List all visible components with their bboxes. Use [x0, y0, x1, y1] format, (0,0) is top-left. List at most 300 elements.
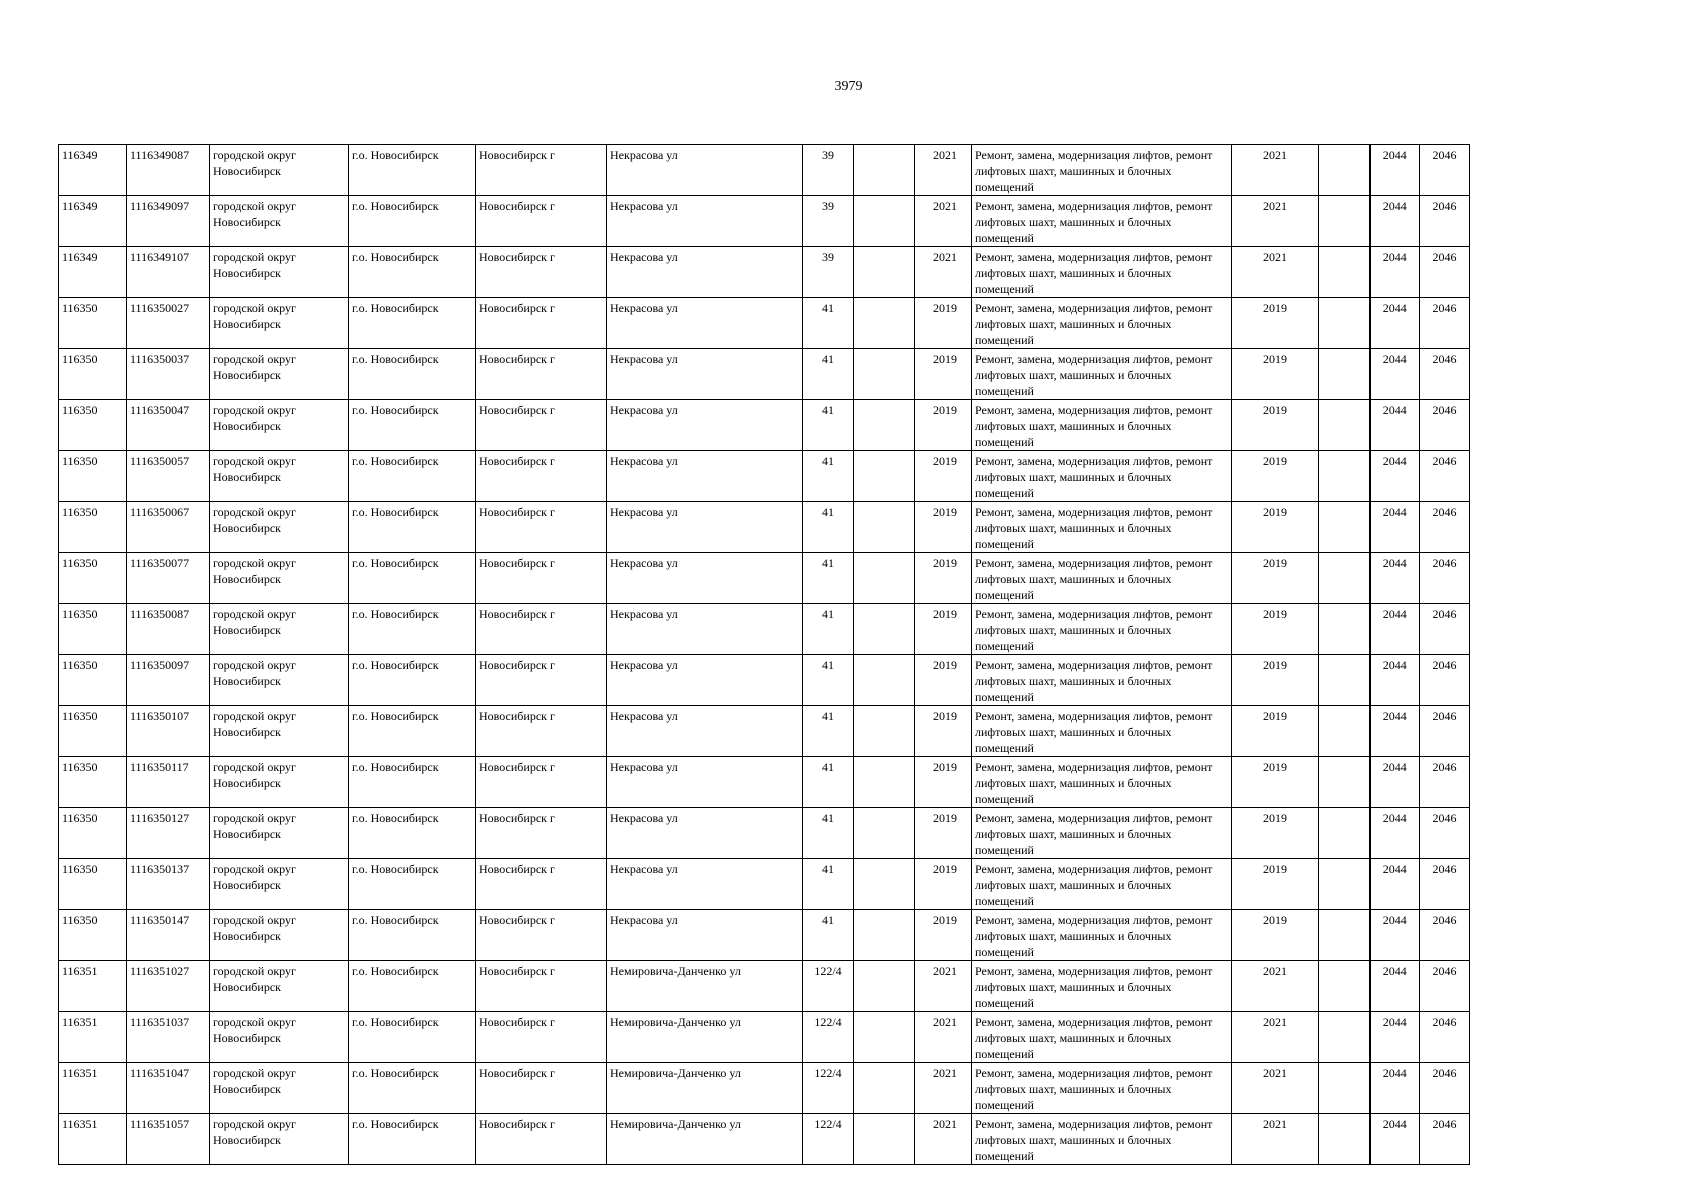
cell-plan-year: 2019: [1232, 655, 1319, 706]
cell-district: г.о. Новосибирск: [349, 859, 476, 910]
cell-period-start: 2044: [1370, 298, 1420, 349]
cell-district: г.о. Новосибирск: [349, 247, 476, 298]
cell-year: 2021: [915, 1063, 972, 1114]
cell-house-number: 41: [803, 400, 854, 451]
cell-house-number: 39: [803, 145, 854, 196]
cell-plan-year: 2019: [1232, 604, 1319, 655]
cell-district: г.о. Новосибирск: [349, 451, 476, 502]
cell-building: [854, 604, 915, 655]
cell-house-code: 116351: [59, 1012, 127, 1063]
cell-work-type: Ремонт, замена, модернизация лифтов, ремонт лифтовых шахт, машинных и блочных помещений: [972, 145, 1232, 196]
cell-empty: [1319, 706, 1370, 757]
cell-period-start: 2044: [1370, 247, 1420, 298]
cell-district: г.о. Новосибирск: [349, 757, 476, 808]
cell-street: Некрасова ул: [607, 655, 803, 706]
cell-settlement: Новосибирск г: [476, 706, 607, 757]
cell-municipality: городской округ Новосибирск: [210, 859, 349, 910]
cell-building: [854, 502, 915, 553]
cell-street: Некрасова ул: [607, 502, 803, 553]
cell-year: 2019: [915, 655, 972, 706]
cell-period-end: 2046: [1420, 451, 1470, 502]
table-row: [59, 961, 1470, 1012]
cell-element-code: 1116350037: [127, 349, 210, 400]
cell-period-end: 2046: [1420, 859, 1470, 910]
cell-settlement: Новосибирск г: [476, 961, 607, 1012]
cell-empty: [1319, 451, 1370, 502]
table-row: [59, 349, 1470, 400]
cell-period-start: 2044: [1370, 859, 1420, 910]
cell-house-code: 116350: [59, 808, 127, 859]
cell-empty: [1319, 1063, 1370, 1114]
cell-municipality: городской округ Новосибирск: [210, 1114, 349, 1165]
cell-plan-year: 2019: [1232, 349, 1319, 400]
cell-street: Некрасова ул: [607, 859, 803, 910]
cell-building: [854, 1114, 915, 1165]
cell-element-code: 1116349097: [127, 196, 210, 247]
cell-element-code: 1116351047: [127, 1063, 210, 1114]
cell-settlement: Новосибирск г: [476, 400, 607, 451]
cell-work-type: Ремонт, замена, модернизация лифтов, ремонт лифтовых шахт, машинных и блочных помещений: [972, 349, 1232, 400]
cell-plan-year: 2021: [1232, 1012, 1319, 1063]
cell-period-start: 2044: [1370, 961, 1420, 1012]
cell-building: [854, 349, 915, 400]
cell-house-code: 116350: [59, 706, 127, 757]
cell-element-code: 1116350077: [127, 553, 210, 604]
cell-empty: [1319, 1012, 1370, 1063]
cell-municipality: городской округ Новосибирск: [210, 400, 349, 451]
table-row: [59, 910, 1470, 961]
cell-district: г.о. Новосибирск: [349, 1063, 476, 1114]
cell-period-end: 2046: [1420, 196, 1470, 247]
cell-period-start: 2044: [1370, 910, 1420, 961]
table-row: [59, 706, 1470, 757]
table-row: [59, 859, 1470, 910]
cell-street: Некрасова ул: [607, 349, 803, 400]
cell-year: 2021: [915, 247, 972, 298]
cell-municipality: городской округ Новосибирск: [210, 808, 349, 859]
cell-period-end: 2046: [1420, 706, 1470, 757]
cell-municipality: городской округ Новосибирск: [210, 247, 349, 298]
cell-plan-year: 2019: [1232, 706, 1319, 757]
cell-empty: [1319, 145, 1370, 196]
table-row: [59, 757, 1470, 808]
cell-house-code: 116350: [59, 910, 127, 961]
cell-work-type: Ремонт, замена, модернизация лифтов, ремонт лифтовых шахт, машинных и блочных помещений: [972, 1114, 1232, 1165]
cell-empty: [1319, 859, 1370, 910]
cell-plan-year: 2019: [1232, 400, 1319, 451]
cell-year: 2019: [915, 706, 972, 757]
cell-house-number: 41: [803, 553, 854, 604]
table-row: [59, 502, 1470, 553]
cell-year: 2021: [915, 1114, 972, 1165]
cell-house-number: 41: [803, 910, 854, 961]
cell-street: Некрасова ул: [607, 706, 803, 757]
cell-period-end: 2046: [1420, 502, 1470, 553]
cell-period-start: 2044: [1370, 604, 1420, 655]
cell-year: 2021: [915, 961, 972, 1012]
cell-street: Немировича-Данченко ул: [607, 1114, 803, 1165]
cell-house-code: 116350: [59, 451, 127, 502]
cell-plan-year: 2019: [1232, 859, 1319, 910]
cell-plan-year: 2019: [1232, 553, 1319, 604]
cell-street: Некрасова ул: [607, 553, 803, 604]
cell-house-number: 41: [803, 655, 854, 706]
cell-house-number: 41: [803, 502, 854, 553]
cell-municipality: городской округ Новосибирск: [210, 655, 349, 706]
cell-year: 2019: [915, 502, 972, 553]
cell-municipality: городской округ Новосибирск: [210, 757, 349, 808]
cell-house-code: 116350: [59, 859, 127, 910]
cell-building: [854, 706, 915, 757]
cell-period-start: 2044: [1370, 400, 1420, 451]
cell-street: Некрасова ул: [607, 247, 803, 298]
cell-element-code: 1116350067: [127, 502, 210, 553]
cell-work-type: Ремонт, замена, модернизация лифтов, ремонт лифтовых шахт, машинных и блочных помещений: [972, 1063, 1232, 1114]
cell-building: [854, 400, 915, 451]
cell-plan-year: 2019: [1232, 808, 1319, 859]
cell-work-type: Ремонт, замена, модернизация лифтов, ремонт лифтовых шахт, машинных и блочных помещений: [972, 604, 1232, 655]
cell-district: г.о. Новосибирск: [349, 349, 476, 400]
cell-settlement: Новосибирск г: [476, 655, 607, 706]
cell-period-end: 2046: [1420, 400, 1470, 451]
cell-work-type: Ремонт, замена, модернизация лифтов, ремонт лифтовых шахт, машинных и блочных помещений: [972, 655, 1232, 706]
cell-municipality: городской округ Новосибирск: [210, 349, 349, 400]
cell-empty: [1319, 298, 1370, 349]
cell-work-type: Ремонт, замена, модернизация лифтов, ремонт лифтовых шахт, машинных и блочных помещений: [972, 553, 1232, 604]
cell-year: 2019: [915, 910, 972, 961]
cell-period-start: 2044: [1370, 1114, 1420, 1165]
cell-building: [854, 247, 915, 298]
cell-house-number: 41: [803, 298, 854, 349]
cell-year: 2019: [915, 859, 972, 910]
cell-period-end: 2046: [1420, 757, 1470, 808]
cell-empty: [1319, 400, 1370, 451]
table-row: [59, 553, 1470, 604]
cell-house-number: 41: [803, 808, 854, 859]
cell-period-end: 2046: [1420, 1114, 1470, 1165]
cell-year: 2019: [915, 604, 972, 655]
cell-street: Некрасова ул: [607, 196, 803, 247]
cell-settlement: Новосибирск г: [476, 451, 607, 502]
cell-year: 2019: [915, 808, 972, 859]
cell-element-code: 1116351057: [127, 1114, 210, 1165]
cell-district: г.о. Новосибирск: [349, 145, 476, 196]
cell-house-code: 116350: [59, 604, 127, 655]
table-row: [59, 1114, 1470, 1165]
cell-element-code: 1116350047: [127, 400, 210, 451]
cell-period-start: 2044: [1370, 1012, 1420, 1063]
cell-year: 2019: [915, 451, 972, 502]
cell-municipality: городской округ Новосибирск: [210, 451, 349, 502]
cell-year: 2019: [915, 757, 972, 808]
cell-building: [854, 1012, 915, 1063]
table-row: [59, 145, 1470, 196]
cell-work-type: Ремонт, замена, модернизация лифтов, ремонт лифтовых шахт, машинных и блочных помещений: [972, 196, 1232, 247]
cell-period-end: 2046: [1420, 553, 1470, 604]
cell-plan-year: 2021: [1232, 961, 1319, 1012]
cell-settlement: Новосибирск г: [476, 757, 607, 808]
cell-settlement: Новосибирск г: [476, 349, 607, 400]
cell-house-number: 41: [803, 451, 854, 502]
cell-plan-year: 2021: [1232, 196, 1319, 247]
cell-work-type: Ремонт, замена, модернизация лифтов, ремонт лифтовых шахт, машинных и блочных помещений: [972, 808, 1232, 859]
cell-period-start: 2044: [1370, 553, 1420, 604]
cell-empty: [1319, 604, 1370, 655]
cell-empty: [1319, 1114, 1370, 1165]
cell-plan-year: 2021: [1232, 1114, 1319, 1165]
registry-table: [58, 144, 1470, 1165]
cell-district: г.о. Новосибирск: [349, 196, 476, 247]
cell-period-end: 2046: [1420, 349, 1470, 400]
cell-work-type: Ремонт, замена, модернизация лифтов, ремонт лифтовых шахт, машинных и блочных помещений: [972, 961, 1232, 1012]
cell-work-type: Ремонт, замена, модернизация лифтов, ремонт лифтовых шахт, машинных и блочных помещений: [972, 298, 1232, 349]
table-row: [59, 400, 1470, 451]
cell-period-start: 2044: [1370, 655, 1420, 706]
cell-work-type: Ремонт, замена, модернизация лифтов, ремонт лифтовых шахт, машинных и блочных помещений: [972, 859, 1232, 910]
cell-work-type: Ремонт, замена, модернизация лифтов, ремонт лифтовых шахт, машинных и блочных помещений: [972, 400, 1232, 451]
cell-building: [854, 655, 915, 706]
cell-municipality: городской округ Новосибирск: [210, 145, 349, 196]
cell-plan-year: 2019: [1232, 757, 1319, 808]
cell-year: 2019: [915, 298, 972, 349]
cell-plan-year: 2019: [1232, 910, 1319, 961]
cell-period-start: 2044: [1370, 349, 1420, 400]
table-row: [59, 451, 1470, 502]
cell-empty: [1319, 349, 1370, 400]
cell-work-type: Ремонт, замена, модернизация лифтов, ремонт лифтовых шахт, машинных и блочных помещений: [972, 757, 1232, 808]
cell-element-code: 1116350117: [127, 757, 210, 808]
table-row: [59, 298, 1470, 349]
cell-year: 2021: [915, 1012, 972, 1063]
cell-element-code: 1116350027: [127, 298, 210, 349]
cell-house-number: 39: [803, 247, 854, 298]
cell-house-number: 122/4: [803, 1012, 854, 1063]
cell-district: г.о. Новосибирск: [349, 961, 476, 1012]
cell-settlement: Новосибирск г: [476, 196, 607, 247]
cell-municipality: городской округ Новосибирск: [210, 298, 349, 349]
cell-period-start: 2044: [1370, 1063, 1420, 1114]
cell-empty: [1319, 196, 1370, 247]
cell-district: г.о. Новосибирск: [349, 604, 476, 655]
cell-element-code: 1116349087: [127, 145, 210, 196]
cell-settlement: Новосибирск г: [476, 298, 607, 349]
cell-period-start: 2044: [1370, 196, 1420, 247]
cell-house-code: 116351: [59, 1114, 127, 1165]
cell-element-code: 1116350127: [127, 808, 210, 859]
cell-house-code: 116350: [59, 298, 127, 349]
cell-house-code: 116349: [59, 145, 127, 196]
cell-element-code: 1116350057: [127, 451, 210, 502]
table-row: [59, 196, 1470, 247]
cell-street: Некрасова ул: [607, 400, 803, 451]
cell-district: г.о. Новосибирск: [349, 502, 476, 553]
cell-year: 2019: [915, 349, 972, 400]
cell-municipality: городской округ Новосибирск: [210, 604, 349, 655]
cell-work-type: Ремонт, замена, модернизация лифтов, ремонт лифтовых шахт, машинных и блочных помещений: [972, 1012, 1232, 1063]
cell-settlement: Новосибирск г: [476, 910, 607, 961]
cell-settlement: Новосибирск г: [476, 604, 607, 655]
cell-element-code: 1116350097: [127, 655, 210, 706]
cell-period-end: 2046: [1420, 298, 1470, 349]
cell-house-number: 41: [803, 859, 854, 910]
cell-settlement: Новосибирск г: [476, 1012, 607, 1063]
cell-work-type: Ремонт, замена, модернизация лифтов, ремонт лифтовых шахт, машинных и блочных помещений: [972, 247, 1232, 298]
cell-street: Немировича-Данченко ул: [607, 1063, 803, 1114]
cell-year: 2019: [915, 400, 972, 451]
cell-district: г.о. Новосибирск: [349, 553, 476, 604]
cell-street: Некрасова ул: [607, 298, 803, 349]
cell-district: г.о. Новосибирск: [349, 1114, 476, 1165]
cell-plan-year: 2021: [1232, 247, 1319, 298]
cell-plan-year: 2019: [1232, 298, 1319, 349]
cell-street: Некрасова ул: [607, 451, 803, 502]
cell-house-code: 116350: [59, 400, 127, 451]
cell-settlement: Новосибирск г: [476, 247, 607, 298]
cell-empty: [1319, 910, 1370, 961]
cell-settlement: Новосибирск г: [476, 1114, 607, 1165]
cell-municipality: городской округ Новосибирск: [210, 196, 349, 247]
cell-element-code: 1116351027: [127, 961, 210, 1012]
cell-building: [854, 553, 915, 604]
cell-street: Некрасова ул: [607, 808, 803, 859]
cell-period-start: 2044: [1370, 757, 1420, 808]
cell-year: 2021: [915, 196, 972, 247]
cell-work-type: Ремонт, замена, модернизация лифтов, ремонт лифтовых шахт, машинных и блочных помещений: [972, 451, 1232, 502]
page-number: 3979: [834, 79, 863, 94]
cell-street: Некрасова ул: [607, 604, 803, 655]
cell-period-end: 2046: [1420, 655, 1470, 706]
cell-element-code: 1116350107: [127, 706, 210, 757]
cell-street: Немировича-Данченко ул: [607, 1012, 803, 1063]
table-row: [59, 1063, 1470, 1114]
cell-house-number: 122/4: [803, 1063, 854, 1114]
cell-period-end: 2046: [1420, 961, 1470, 1012]
table-row: [59, 604, 1470, 655]
cell-settlement: Новосибирск г: [476, 808, 607, 859]
cell-house-number: 122/4: [803, 1114, 854, 1165]
cell-municipality: городской округ Новосибирск: [210, 553, 349, 604]
cell-empty: [1319, 808, 1370, 859]
cell-period-start: 2044: [1370, 808, 1420, 859]
cell-empty: [1319, 502, 1370, 553]
cell-house-number: 41: [803, 349, 854, 400]
cell-work-type: Ремонт, замена, модернизация лифтов, ремонт лифтовых шахт, машинных и блочных помещений: [972, 706, 1232, 757]
table-row: [59, 655, 1470, 706]
table-row: [59, 247, 1470, 298]
cell-empty: [1319, 553, 1370, 604]
cell-element-code: 1116350137: [127, 859, 210, 910]
cell-year: 2019: [915, 553, 972, 604]
cell-building: [854, 910, 915, 961]
cell-building: [854, 859, 915, 910]
cell-house-code: 116350: [59, 553, 127, 604]
cell-house-number: 122/4: [803, 961, 854, 1012]
cell-municipality: городской округ Новосибирск: [210, 1063, 349, 1114]
cell-element-code: 1116350087: [127, 604, 210, 655]
cell-empty: [1319, 961, 1370, 1012]
cell-settlement: Новосибирск г: [476, 553, 607, 604]
cell-district: г.о. Новосибирск: [349, 1012, 476, 1063]
cell-house-number: 39: [803, 196, 854, 247]
cell-district: г.о. Новосибирск: [349, 400, 476, 451]
cell-period-end: 2046: [1420, 247, 1470, 298]
cell-plan-year: 2019: [1232, 451, 1319, 502]
cell-year: 2021: [915, 145, 972, 196]
cell-house-code: 116350: [59, 757, 127, 808]
cell-street: Некрасова ул: [607, 145, 803, 196]
cell-municipality: городской округ Новосибирск: [210, 910, 349, 961]
cell-building: [854, 145, 915, 196]
cell-district: г.о. Новосибирск: [349, 298, 476, 349]
cell-house-code: 116349: [59, 247, 127, 298]
cell-empty: [1319, 247, 1370, 298]
cell-element-code: 1116351037: [127, 1012, 210, 1063]
table-row: [59, 808, 1470, 859]
cell-district: г.о. Новосибирск: [349, 706, 476, 757]
cell-street: Некрасова ул: [607, 757, 803, 808]
cell-building: [854, 451, 915, 502]
cell-period-start: 2044: [1370, 145, 1420, 196]
cell-house-number: 41: [803, 706, 854, 757]
cell-plan-year: 2019: [1232, 502, 1319, 553]
cell-house-code: 116351: [59, 1063, 127, 1114]
cell-period-end: 2046: [1420, 808, 1470, 859]
cell-house-number: 41: [803, 757, 854, 808]
cell-house-code: 116349: [59, 196, 127, 247]
cell-building: [854, 961, 915, 1012]
cell-building: [854, 298, 915, 349]
cell-work-type: Ремонт, замена, модернизация лифтов, ремонт лифтовых шахт, машинных и блочных помещений: [972, 910, 1232, 961]
cell-work-type: Ремонт, замена, модернизация лифтов, ремонт лифтовых шахт, машинных и блочных помещений: [972, 502, 1232, 553]
cell-period-end: 2046: [1420, 1012, 1470, 1063]
cell-municipality: городской округ Новосибирск: [210, 706, 349, 757]
cell-settlement: Новосибирск г: [476, 1063, 607, 1114]
cell-empty: [1319, 757, 1370, 808]
cell-period-start: 2044: [1370, 502, 1420, 553]
cell-element-code: 1116350147: [127, 910, 210, 961]
cell-period-start: 2044: [1370, 451, 1420, 502]
cell-period-end: 2046: [1420, 910, 1470, 961]
cell-municipality: городской округ Новосибирск: [210, 502, 349, 553]
registry-table-body: [59, 145, 1470, 1165]
cell-period-end: 2046: [1420, 604, 1470, 655]
cell-element-code: 1116349107: [127, 247, 210, 298]
cell-building: [854, 196, 915, 247]
cell-municipality: городской округ Новосибирск: [210, 1012, 349, 1063]
cell-house-code: 116350: [59, 502, 127, 553]
cell-street: Немировича-Данченко ул: [607, 961, 803, 1012]
cell-street: Некрасова ул: [607, 910, 803, 961]
cell-period-start: 2044: [1370, 706, 1420, 757]
cell-settlement: Новосибирск г: [476, 145, 607, 196]
cell-settlement: Новосибирск г: [476, 859, 607, 910]
cell-district: г.о. Новосибирск: [349, 808, 476, 859]
cell-settlement: Новосибирск г: [476, 502, 607, 553]
cell-period-end: 2046: [1420, 145, 1470, 196]
cell-period-end: 2046: [1420, 1063, 1470, 1114]
cell-district: г.о. Новосибирск: [349, 910, 476, 961]
cell-house-code: 116350: [59, 655, 127, 706]
cell-building: [854, 808, 915, 859]
cell-district: г.о. Новосибирск: [349, 655, 476, 706]
cell-house-code: 116351: [59, 961, 127, 1012]
cell-house-number: 41: [803, 604, 854, 655]
cell-municipality: городской округ Новосибирск: [210, 961, 349, 1012]
table-row: [59, 1012, 1470, 1063]
cell-empty: [1319, 655, 1370, 706]
cell-building: [854, 757, 915, 808]
cell-plan-year: 2021: [1232, 1063, 1319, 1114]
